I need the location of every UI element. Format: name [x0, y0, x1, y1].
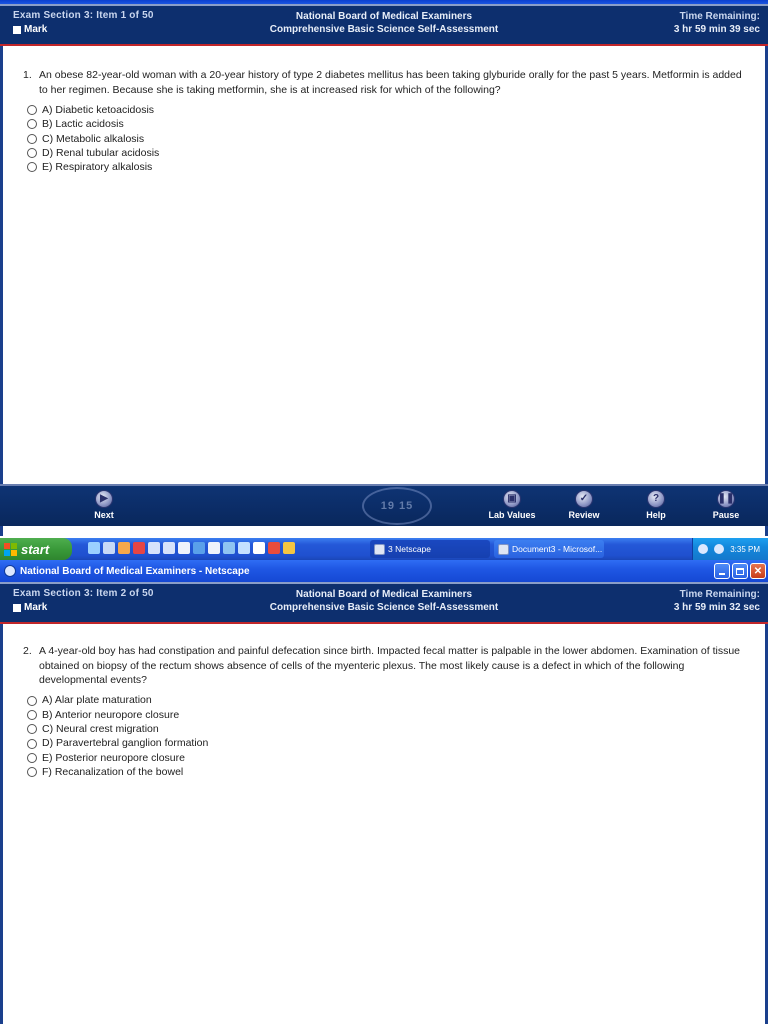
quicklaunch-icon[interactable]	[223, 542, 235, 554]
next-button[interactable]	[74, 490, 134, 520]
answer-option[interactable]	[27, 736, 753, 750]
review-button[interactable]	[554, 490, 614, 520]
play-icon[interactable]: ▶	[95, 490, 113, 508]
taskbar-word-label: Document3 - Microsof...	[512, 544, 603, 554]
taskbar-word-document[interactable]	[494, 540, 604, 558]
radio-button-icon[interactable]	[27, 710, 37, 720]
answer-option-label: C) Neural crest migration	[42, 723, 159, 735]
clock: 3:35 PM	[730, 544, 760, 554]
answer-option-label: D) Paravertebral ganglion formation	[42, 737, 209, 750]
org-name: National Board of Medical Examiners	[295, 589, 473, 600]
lab-values-icon[interactable]: ▣	[503, 490, 521, 508]
answer-options	[27, 103, 753, 174]
pause-icon[interactable]: ❚❚	[717, 490, 735, 508]
time-remaining-label: Time Remaining:	[679, 589, 760, 600]
question-number: 1.	[23, 69, 32, 81]
help-label: Help	[646, 510, 666, 520]
radio-button-icon[interactable]	[27, 696, 37, 706]
window-title: National Board of Medical Examiners - Netscape	[20, 565, 250, 577]
quicklaunch-icon[interactable]	[193, 542, 205, 554]
answer-option[interactable]	[27, 694, 753, 708]
answer-option-label: C) Metabolic alkalosis	[42, 132, 145, 145]
window-bottom-border	[0, 526, 768, 536]
radio-button-icon[interactable]	[27, 739, 37, 749]
answer-option-label: F) Recanalization of the bowel	[42, 765, 184, 778]
question-text: An obese 82-year-old woman with a 20-year history of type 2 diabetes mellitus has been taking glyburide orally for the past 5 years. Metformin is added to her regimen. Because she is taking metformin, she is at increased risk for which of the following?	[39, 69, 742, 96]
time-remaining-value: 3 hr 59 min 39 sec	[673, 24, 760, 35]
quicklaunch-icon[interactable]	[163, 542, 175, 554]
mark-label: Mark	[24, 24, 48, 35]
start-label: start	[21, 541, 50, 557]
word-icon	[498, 544, 509, 555]
answer-option-label: E) Posterior neuropore closure	[42, 751, 185, 764]
quicklaunch-icon[interactable]	[238, 542, 250, 554]
windows-taskbar	[0, 538, 768, 560]
radio-button-icon[interactable]	[27, 724, 37, 734]
answer-option[interactable]	[27, 160, 753, 174]
quicklaunch-icon[interactable]	[253, 542, 265, 554]
question-stem	[23, 68, 753, 97]
taskbar-netscape-label: 3 Netscape	[388, 544, 431, 554]
mark-label: Mark	[24, 602, 48, 613]
system-tray	[692, 538, 768, 560]
exam-header-top	[0, 4, 768, 44]
time-remaining	[674, 10, 760, 36]
quicklaunch-icon[interactable]	[118, 542, 130, 554]
quicklaunch-icon[interactable]	[133, 542, 145, 554]
pause-button[interactable]	[696, 490, 756, 520]
assessment-name: Comprehensive Basic Science Self-Assessment	[269, 24, 499, 35]
answer-option[interactable]	[27, 117, 753, 131]
close-button[interactable]	[750, 563, 766, 579]
maximize-button[interactable]	[732, 563, 748, 579]
answer-option[interactable]	[27, 751, 753, 765]
volume-icon[interactable]	[714, 544, 724, 554]
quicklaunch-icon[interactable]	[103, 542, 115, 554]
answer-option[interactable]	[27, 103, 753, 117]
question-area-top	[0, 46, 768, 484]
answer-option-label: E) Respiratory alkalosis	[42, 161, 153, 174]
answer-option[interactable]	[27, 722, 753, 736]
answer-option-label: B) Anterior neuropore closure	[42, 708, 180, 721]
radio-button-icon[interactable]	[27, 767, 37, 777]
windows-flag-icon	[4, 543, 17, 556]
radio-button-icon[interactable]	[27, 148, 37, 158]
network-icon[interactable]	[698, 544, 708, 554]
question-2	[23, 644, 753, 779]
question-text: A 4-year-old boy has had constipation and painful defecation since birth. Impacted fecal matter is palpable in the lower abdomen. Examination of tissue obtained on biopsy of the rectum shows absence of cells of the myenteric plexus. The most likely cause is a defect in which of the following developmental events?	[39, 645, 740, 686]
exam-nav-bar	[0, 484, 768, 526]
window-titlebar[interactable]	[0, 560, 768, 582]
header-center	[0, 10, 768, 36]
question-1	[23, 68, 753, 174]
radio-button-icon[interactable]	[27, 134, 37, 144]
answer-option-label: D) Renal tubular acidosis	[42, 146, 160, 159]
radio-button-icon[interactable]	[27, 162, 37, 172]
minimize-icon	[719, 573, 725, 575]
answer-options	[27, 694, 753, 780]
answer-option[interactable]	[27, 146, 753, 160]
nbme-seal-logo: 19 15	[362, 487, 432, 525]
answer-option[interactable]	[27, 132, 753, 146]
time-remaining-label: Time Remaining:	[679, 11, 760, 22]
radio-button-icon[interactable]	[27, 105, 37, 115]
quicklaunch-icon[interactable]	[208, 542, 220, 554]
help-button[interactable]	[626, 490, 686, 520]
next-label: Next	[94, 510, 114, 520]
question-area-bottom	[0, 624, 768, 1024]
quicklaunch-icon[interactable]	[268, 542, 280, 554]
lab-values-button[interactable]	[482, 490, 542, 520]
checkmark-icon[interactable]: ✓	[575, 490, 593, 508]
answer-option[interactable]	[27, 708, 753, 722]
pause-label: Pause	[712, 510, 740, 520]
review-label: Review	[568, 510, 600, 520]
exam-section-label: Exam Section 3: Item 2 of 50	[13, 588, 154, 599]
question-stem	[23, 644, 753, 688]
radio-button-icon[interactable]	[27, 119, 37, 129]
exam-header-bottom	[0, 582, 768, 622]
answer-option-label: B) Lactic acidosis	[42, 118, 124, 131]
answer-option[interactable]	[27, 765, 753, 779]
maximize-icon	[736, 568, 744, 575]
lab-values-label: Lab Values	[488, 510, 536, 520]
close-icon: ✕	[753, 565, 763, 577]
assessment-name: Comprehensive Basic Science Self-Assessment	[269, 602, 499, 613]
quicklaunch-icon[interactable]	[148, 542, 160, 554]
quicklaunch-icon[interactable]	[283, 542, 295, 554]
netscape-window-icon	[4, 565, 16, 577]
quick-launch	[88, 542, 295, 554]
question-number: 2.	[23, 645, 32, 657]
start-button[interactable]	[0, 538, 72, 560]
netscape-icon	[374, 544, 385, 555]
taskbar-netscape[interactable]	[370, 540, 490, 558]
question-mark-icon[interactable]: ?	[647, 490, 665, 508]
minimize-button[interactable]	[714, 563, 730, 579]
time-remaining	[674, 588, 760, 614]
header-center	[0, 588, 768, 614]
org-name: National Board of Medical Examiners	[295, 11, 473, 22]
radio-button-icon[interactable]	[27, 753, 37, 763]
time-remaining-value: 3 hr 59 min 32 sec	[673, 602, 760, 613]
quicklaunch-icon[interactable]	[178, 542, 190, 554]
answer-option-label: A) Diabetic ketoacidosis	[42, 103, 155, 116]
answer-option-label: A) Alar plate maturation	[42, 694, 152, 707]
exam-section-label: Exam Section 3: Item 1 of 50	[13, 10, 154, 21]
quicklaunch-icon[interactable]	[88, 542, 100, 554]
